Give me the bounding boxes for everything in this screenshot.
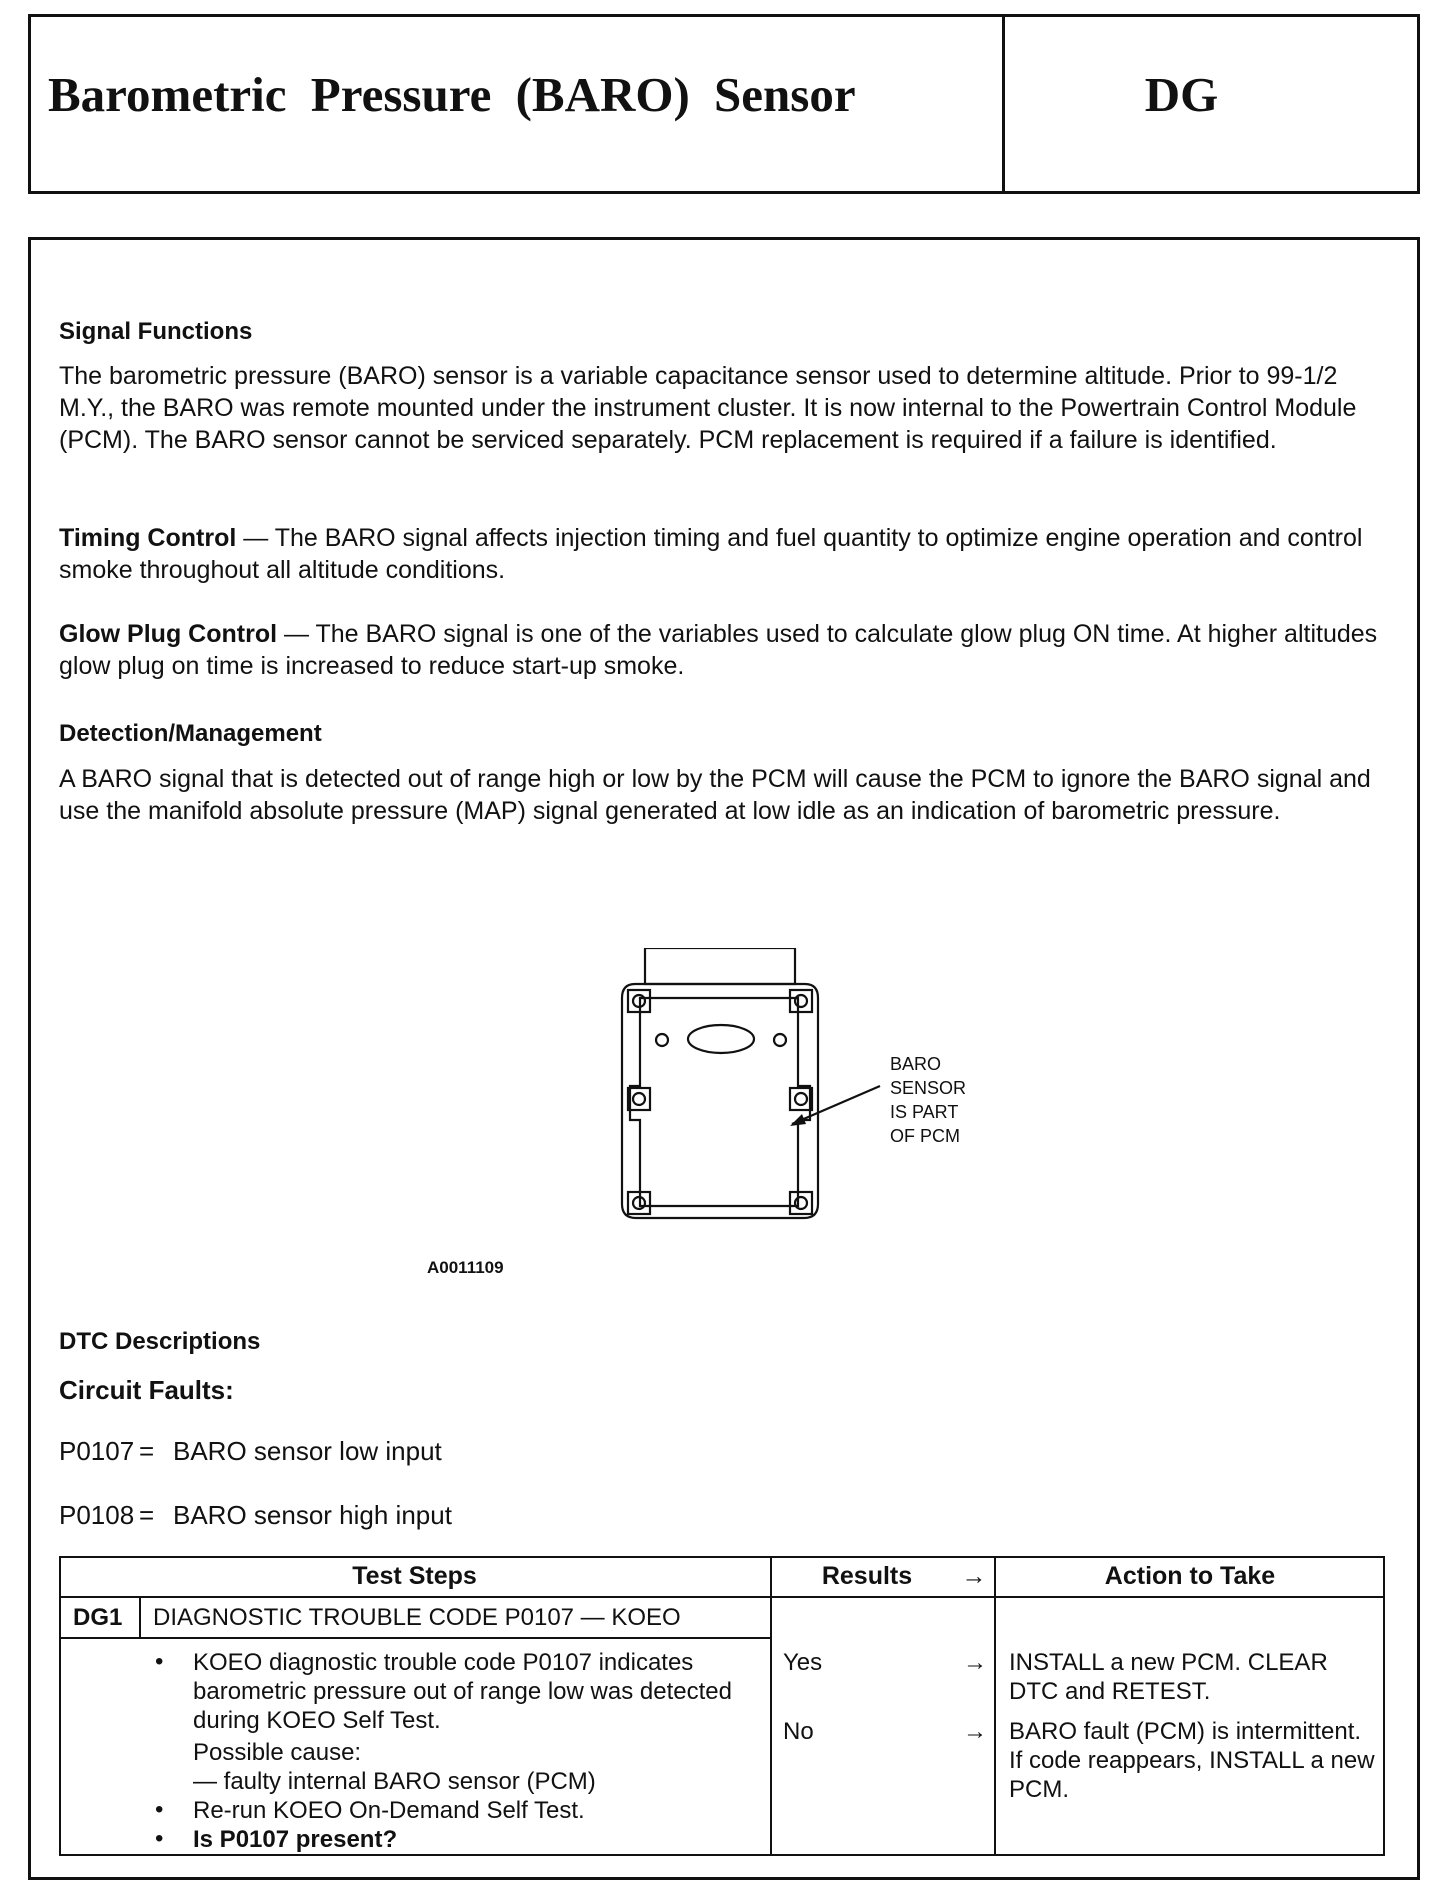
pcm-inner-outline <box>630 998 810 1206</box>
glow-plug-text: — The BARO signal is one of the variables used to calculate glow plug ON time. At higher altitudes glow plug on time is increased to reduce start-up smoke. <box>59 620 1378 680</box>
dtc-row: P0108 = BARO sensor high input <box>59 1500 452 1530</box>
timing-control-paragraph <box>59 522 1389 586</box>
bullet-icon: • <box>155 1796 164 1823</box>
signal-functions-paragraph: The barometric pressure (BARO) sensor is a variable capacitance sensor used to determine altitude. Prior to 99-1/2 M.Y., the BARO was remote mounted under the instrument cluster. It is now internal to the Powertrain Control Module (PCM). The BARO sensor cannot be serviced separately. PCM replacement is required if a failure is identified. <box>59 362 1357 454</box>
glow-plug-label: Glow Plug Control <box>59 620 278 648</box>
detection-heading: Detection/Management <box>59 720 322 747</box>
glow-plug-paragraph <box>59 618 1389 682</box>
pcm-housing <box>622 984 818 1218</box>
result-yes-arrow: → <box>963 1649 987 1676</box>
section-code: DG <box>1144 67 1219 122</box>
header-action: Action to Take <box>1104 1562 1276 1590</box>
action-yes: INSTALL a new PCM. CLEAR DTC and RETEST. <box>1009 1649 1328 1705</box>
header-results-arrow: → <box>961 1562 987 1590</box>
detection-paragraph: A BARO signal that is detected out of range high or low by the PCM will cause the PCM to ignore the BARO signal and use the manifold absolute pressure (MAP) signal generated at low idle as an indication of barometric pressure. <box>59 765 1371 825</box>
pcm-diagram <box>610 948 1050 1228</box>
possible-cause: — faulty internal BARO sensor (PCM) <box>193 1768 596 1795</box>
timing-control-text: — The BARO signal affects injection timing and fuel quantity to optimize engine operation and control smoke throughout all altitude conditions. <box>59 524 1363 584</box>
result-no: No <box>783 1718 814 1745</box>
dtc-row: P0107 = BARO sensor low input <box>59 1436 442 1466</box>
dtc-heading: DTC Descriptions <box>59 1328 261 1355</box>
figure-callout-label: BARO SENSOR IS PART OF PCM <box>890 1054 967 1146</box>
bullet-icon: • <box>155 1825 164 1852</box>
figure-id: A0011109 <box>427 1258 504 1277</box>
dtc-code: P0107 <box>59 1436 135 1466</box>
possible-cause-label: Possible cause: <box>193 1739 362 1766</box>
result-no-arrow: → <box>963 1718 987 1745</box>
result-yes: Yes <box>783 1649 823 1676</box>
step-title: DIAGNOSTIC TROUBLE CODE P0107 — KOEO <box>153 1604 681 1631</box>
step-bullet-1: KOEO diagnostic trouble code P0107 indicates barometric pressure out of range low was detected during KOEO Self Test. <box>193 1649 732 1734</box>
dtc-description: BARO sensor low input <box>173 1436 442 1466</box>
pcm-oval <box>688 1025 754 1053</box>
step-id: DG1 <box>73 1604 123 1631</box>
header-test-steps: Test Steps <box>352 1562 477 1590</box>
step-bullet-2: Re-run KOEO On-Demand Self Test. <box>193 1797 585 1824</box>
dtc-description: BARO sensor high input <box>173 1500 452 1530</box>
header-results: Results <box>821 1562 913 1590</box>
dtc-code: P0108 <box>59 1500 135 1530</box>
action-no: BARO fault (PCM) is intermittent. If code reappears, INSTALL a new PCM. <box>1009 1718 1375 1803</box>
callout-arrowhead <box>790 1114 806 1126</box>
timing-control-label: Timing Control <box>59 524 237 552</box>
callout-line <box>792 1086 880 1124</box>
bullet-icon: • <box>155 1648 164 1675</box>
signal-functions-heading: Signal Functions <box>59 318 253 345</box>
step-bullet-3: Is P0107 present? <box>193 1826 398 1853</box>
page-title: Barometric Pressure (BARO) Sensor <box>48 67 856 122</box>
pcm-connector <box>645 948 795 984</box>
test-steps-table <box>59 1556 1385 1856</box>
circuit-faults-heading: Circuit Faults: <box>59 1375 234 1405</box>
